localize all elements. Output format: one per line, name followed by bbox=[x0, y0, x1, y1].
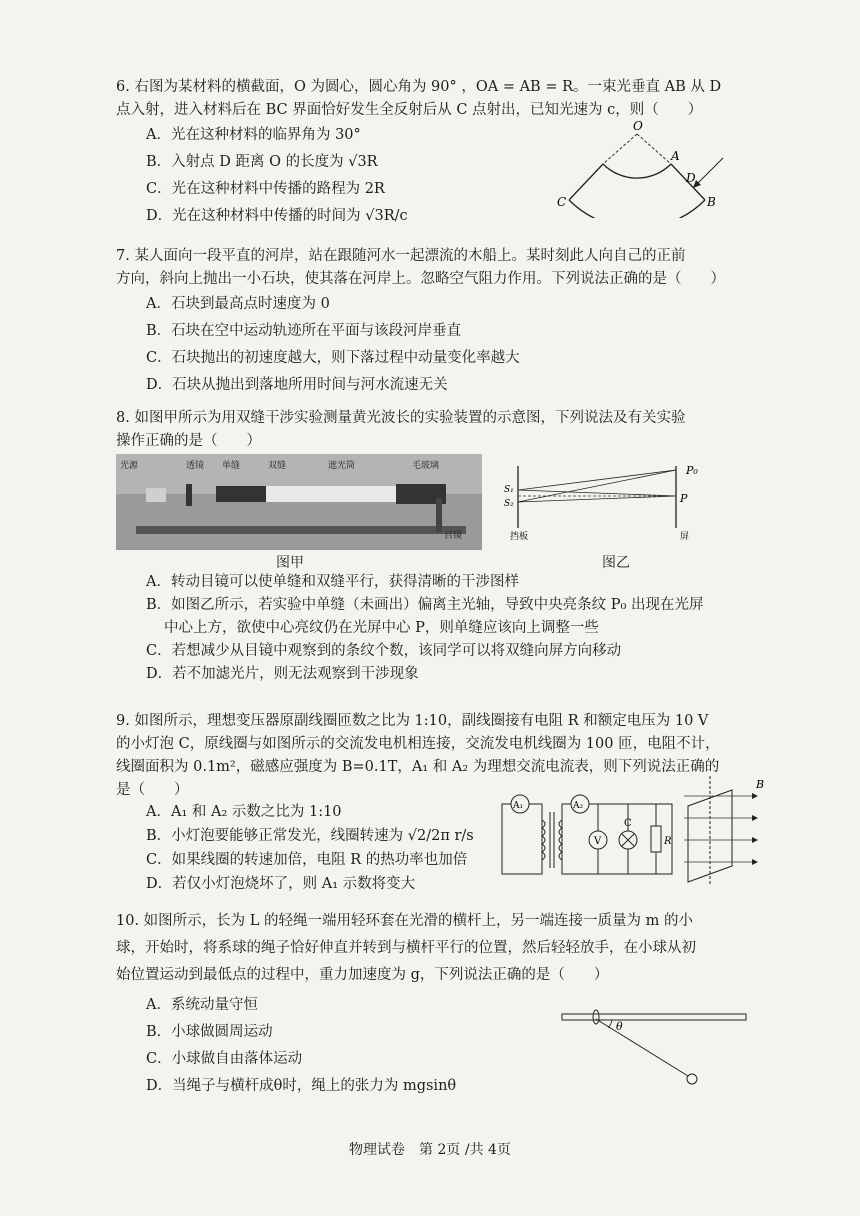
q8-photo-label-tube: 遮光筒 bbox=[328, 461, 356, 471]
q9-option-a: A．A₁ 和 A₂ 示数之比为 1:10 bbox=[146, 804, 342, 820]
page-footer: 物理试卷 第 2页 /共 4页 bbox=[349, 1142, 511, 1158]
q8-fig-a-caption: 图甲 bbox=[276, 555, 304, 571]
q8-figure-b bbox=[500, 462, 730, 542]
question-9 bbox=[116, 710, 756, 802]
q8-option-b-cont: 中心上方，欲使中心亮纹仍在光屏中心 P，则单缝应该向上调整一些 bbox=[164, 620, 599, 636]
q10-label-theta: θ bbox=[616, 1020, 623, 1033]
q10-stem-line2: 球，开始时，将系球的绳子恰好伸直并转到与横杆平行的位置，然后轻轻放手，在小球从初 bbox=[116, 940, 696, 956]
question-10 bbox=[116, 908, 756, 989]
q9-label-v: V bbox=[594, 836, 602, 847]
q8-photo-label-double-slit: 双缝 bbox=[268, 461, 287, 471]
q8-option-d: D．若不加滤光片，则无法观察到干涉现象 bbox=[146, 666, 419, 682]
q6-label-a: A bbox=[671, 149, 680, 163]
q8b-label-p0: P₀ bbox=[686, 464, 698, 477]
q6-label-o: O bbox=[633, 119, 643, 133]
q8-photo-label-light-source: 光源 bbox=[120, 461, 139, 471]
q7-option-c: C．石块抛出的初速度越大，则下落过程中动量变化率越大 bbox=[146, 350, 520, 366]
q8-option-c: C．若想减少从目镜中观察到的条纹个数，该同学可以将双缝向屏方向移动 bbox=[146, 643, 622, 659]
q10-option-c: C．小球做自由落体运动 bbox=[146, 1051, 303, 1067]
q8-fig-b-caption: 图乙 bbox=[602, 555, 630, 571]
q6-label-b: B bbox=[707, 195, 716, 209]
q9-generator-figure bbox=[680, 772, 770, 890]
q7-stem-line2: 方向，斜向上抛出一小石块，使其落在河岸上。忽略空气阻力作用。下列说法正确的是（ ） bbox=[116, 271, 725, 287]
q8-option-a: A．转动目镜可以使单缝和双缝平行，获得清晰的干涉图样 bbox=[146, 574, 519, 590]
question-7 bbox=[116, 245, 756, 399]
q6-option-c: C．光在这种材料中传播的路程为 2R bbox=[146, 181, 385, 197]
q8-photo-label-ground-glass: 毛玻璃 bbox=[412, 461, 440, 471]
q10-option-d: D．当绳子与横杆成θ时，绳上的张力为 mgsinθ bbox=[146, 1078, 457, 1094]
q9-option-c: C．如果线圈的转速加倍，电阻 R 的热功率也加倍 bbox=[146, 852, 468, 868]
q9-label-a2: A₂ bbox=[573, 801, 584, 811]
q6-figure bbox=[555, 118, 745, 218]
question-9-options bbox=[116, 800, 476, 896]
q9-stem-line3: 线圈面积为 0.1m²，磁感应强度为 B=0.1T，A₁ 和 A₂ 为理想交流电流表，则下列说法正确的 bbox=[116, 759, 720, 775]
q8b-label-p: P bbox=[680, 492, 688, 505]
q8b-label-s1: S₁ bbox=[504, 485, 514, 495]
q9-label-r: R bbox=[664, 836, 672, 847]
q6-option-b: B．入射点 D 距离 O 的长度为 √3R bbox=[146, 154, 378, 170]
q6-label-d: D bbox=[686, 171, 696, 185]
q7-option-d: D．石块从抛出到落地所用时间与河水流速无关 bbox=[146, 377, 448, 393]
q9-label-c: C bbox=[624, 818, 632, 829]
question-8 bbox=[116, 407, 756, 453]
q6-stem-line1: 6. 右图为某材料的横截面，O 为圆心，圆心角为 90° ，OA = AB = R。一束光垂直 AB 从 D bbox=[116, 79, 722, 95]
question-10-options bbox=[116, 992, 516, 1100]
q7-option-a: A．石块到最高点时速度为 0 bbox=[146, 296, 330, 312]
q8-photo-label-single-slit: 单缝 bbox=[222, 461, 241, 471]
q10-figure bbox=[560, 1006, 750, 1090]
q9-option-b: B．小灯泡要能够正常发光，线圈转速为 √2/2π r/s bbox=[146, 828, 474, 844]
q9-stem-line2: 的小灯泡 C，原线圈与如图所示的交流发电机相连接，交流发电机线圈为 100 匝，电阻不计， bbox=[116, 736, 720, 752]
question-8-options bbox=[116, 571, 756, 686]
q9-option-d: D．若仅小灯泡烧坏了，则 A₁ 示数将变大 bbox=[146, 876, 416, 892]
q8b-label-screen: 屏 bbox=[680, 532, 690, 542]
q8b-label-board: 挡板 bbox=[510, 532, 529, 542]
q10-stem-line1: 10. 如图所示，长为 L 的轻绳一端用轻环套在光滑的横杆上，另一端连接一质量为 m 的小 bbox=[116, 913, 693, 929]
q7-option-b: B．石块在空中运动轨迹所在平面与该段河岸垂直 bbox=[146, 323, 462, 339]
q8-option-b: B．如图乙所示，若实验中单缝（未画出）偏离主光轴，导致中央亮条纹 P₀ 出现在光屏 bbox=[146, 597, 704, 613]
q10-option-b: B．小球做圆周运动 bbox=[146, 1024, 273, 1040]
q8-stem-line1: 8. 如图甲所示为用双缝干涉实验测量黄光波长的实验装置的示意图，下列说法及有关实验 bbox=[116, 410, 686, 426]
q10-option-a: A．系统动量守恒 bbox=[146, 997, 258, 1013]
q8-photo-label-lens: 透镜 bbox=[186, 461, 205, 471]
q10-stem-line3: 始位置运动到最低点的过程中，重力加速度为 g，下列说法正确的是（ ） bbox=[116, 967, 609, 983]
q7-stem-line1: 7. 某人面向一段平直的河岸，站在跟随河水一起漂流的木船上。某时刻此人向自己的正前 bbox=[116, 248, 686, 264]
q6-label-c: C bbox=[557, 195, 567, 209]
q8-apparatus-photo bbox=[116, 454, 482, 550]
q9-circuit-figure bbox=[498, 790, 678, 886]
q9-stem-line1: 9. 如图所示，理想变压器原副线圈匝数之比为 1:10，副线圈接有电阻 R 和额定电压为 10 V bbox=[116, 713, 709, 729]
q9-label-b: B bbox=[756, 778, 765, 791]
q8-stem-line2: 操作正确的是（ ） bbox=[116, 433, 261, 449]
q6-stem-line2: 点入射，进入材料后在 BC 界面恰好发生全反射后从 C 点射出，已知光速为 c，则（ ） bbox=[116, 102, 703, 118]
q9-stem-line4: 是（ ） bbox=[116, 782, 189, 798]
q8-photo-label-eyepiece: 目镜 bbox=[444, 531, 463, 541]
q6-option-d: D．光在这种材料中传播的时间为 √3R/c bbox=[146, 208, 408, 224]
q8b-label-s2: S₂ bbox=[504, 499, 514, 509]
q6-option-a: A．光在这种材料的临界角为 30° bbox=[146, 127, 361, 143]
q9-label-a1: A₁ bbox=[513, 801, 524, 811]
